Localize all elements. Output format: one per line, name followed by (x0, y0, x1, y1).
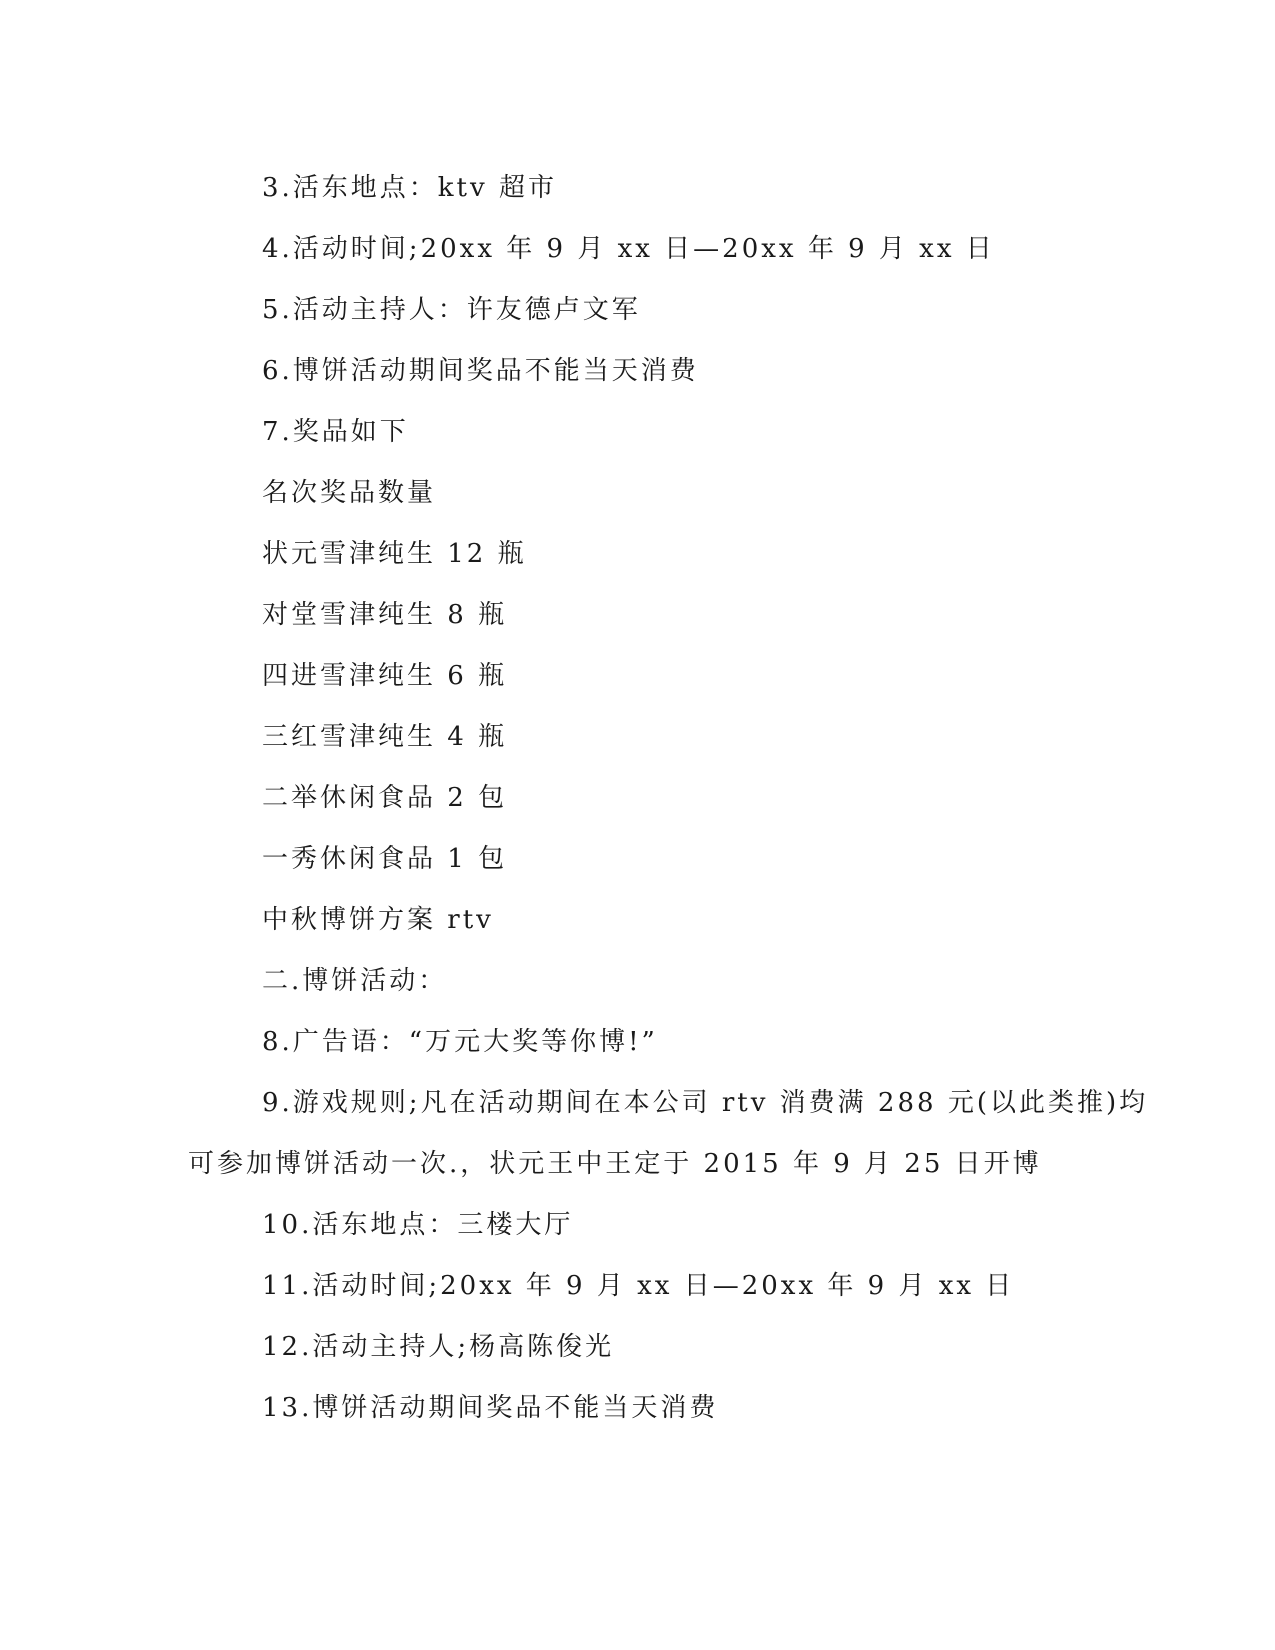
prize-row: 状元雪津纯生 12 瓶 (262, 539, 527, 569)
paragraph-rules-continued: 可参加博饼活动一次.，状元王中王定于 2015 年 9 月 25 日开博 (188, 1149, 1042, 1179)
paragraph-host: 5.活动主持人：许友德卢文军 (262, 295, 641, 325)
paragraph-time-2: 11.活动时间;20xx 年 9 月 xx 日—20xx 年 9 月 xx 日 (262, 1271, 1015, 1301)
document-body (188, 158, 1149, 1439)
prize-table-header: 名次奖品数量 (262, 478, 437, 508)
paragraph-prize-rule-2: 13.博饼活动期间奖品不能当天消费 (262, 1393, 719, 1423)
section-title: 中秋博饼方案 rtv (262, 905, 494, 935)
paragraph-prize-rule: 6.博饼活动期间奖品不能当天消费 (262, 356, 699, 386)
prize-row: 四进雪津纯生 6 瓶 (262, 661, 508, 691)
paragraph-slogan: 8.广告语：“万元大奖等你博!” (262, 1027, 658, 1057)
paragraph-host-2: 12.活动主持人;杨高陈俊光 (262, 1332, 615, 1362)
section-heading: 二.博饼活动： (262, 966, 448, 996)
prize-row: 一秀休闲食品 1 包 (262, 844, 508, 874)
paragraph-prizes-heading: 7.奖品如下 (262, 417, 409, 447)
prize-row: 三红雪津纯生 4 瓶 (262, 722, 508, 752)
prize-row: 二举休闲食品 2 包 (262, 783, 508, 813)
paragraph-rules: 9.游戏规则;凡在活动期间在本公司 rtv 消费满 288 元(以此类推)均 (262, 1088, 1149, 1118)
paragraph-location-2: 10.活东地点：三楼大厅 (262, 1210, 574, 1240)
paragraph-location: 3.活东地点：ktv 超市 (262, 173, 557, 203)
paragraph-time: 4.活动时间;20xx 年 9 月 xx 日—20xx 年 9 月 xx 日 (262, 234, 995, 264)
prize-row: 对堂雪津纯生 8 瓶 (262, 600, 508, 630)
